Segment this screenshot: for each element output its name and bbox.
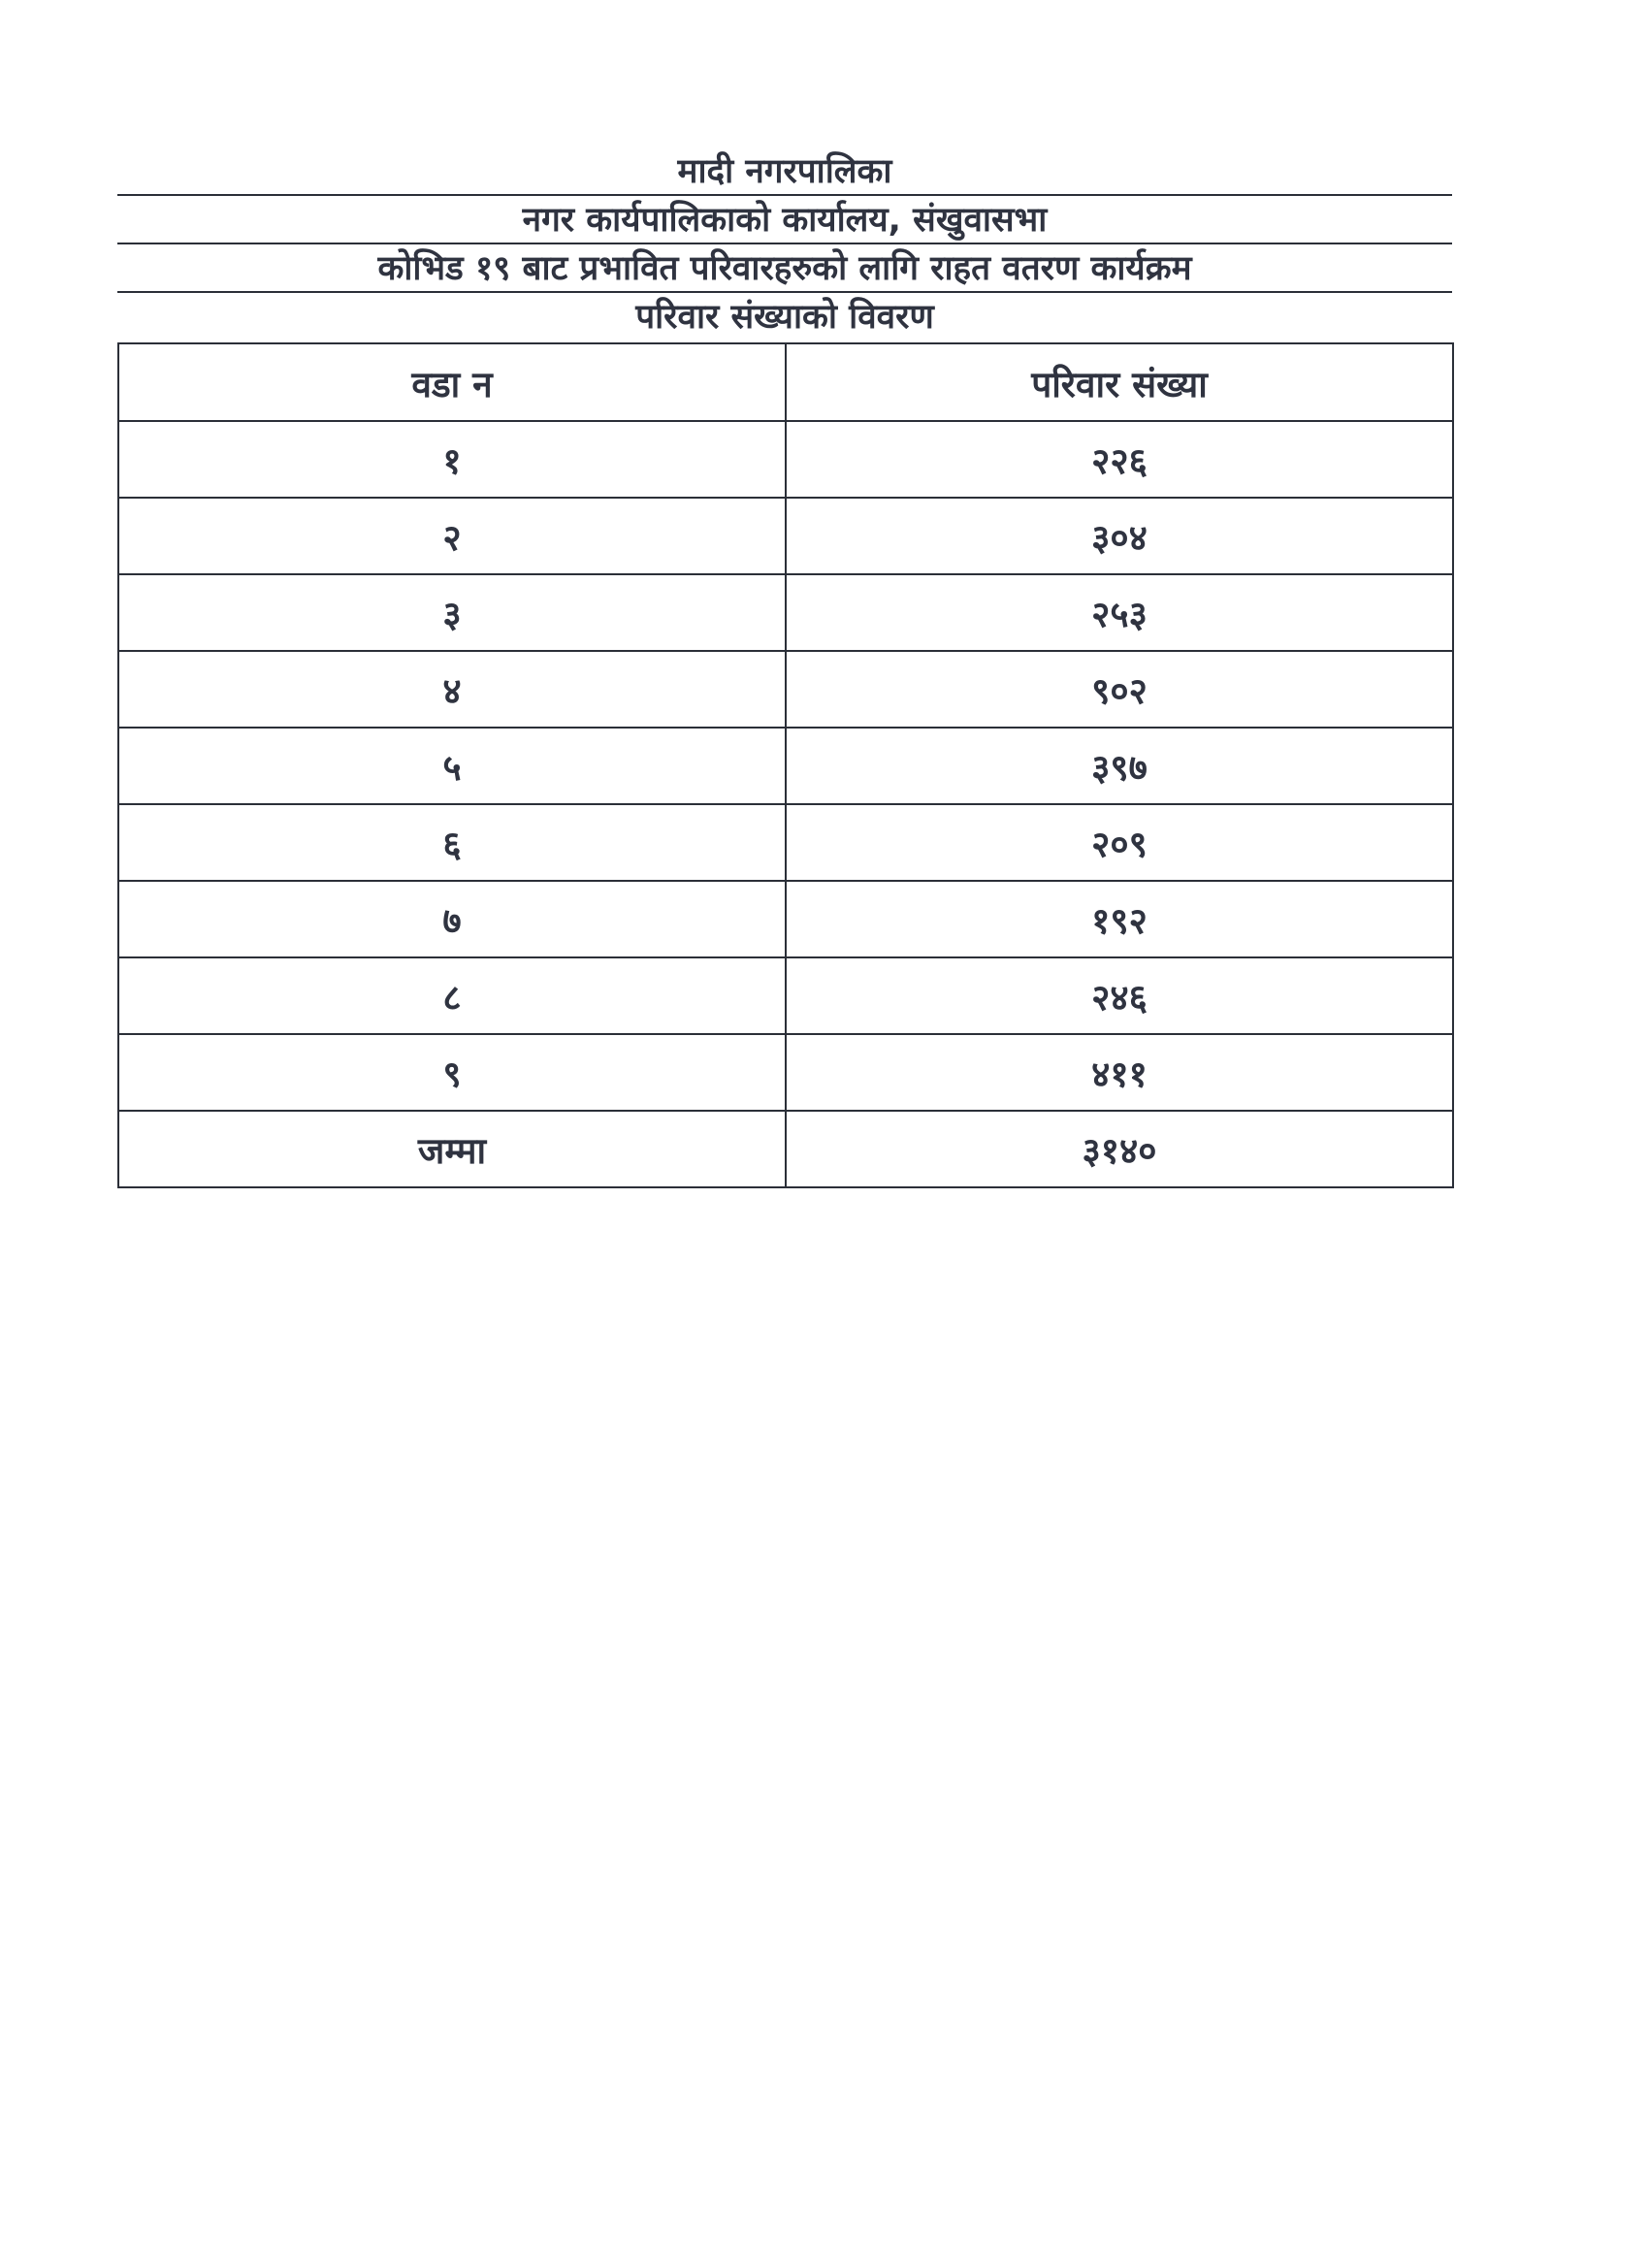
family-count-header: परिवार संख्या <box>786 343 1453 421</box>
ward-number-cell: ७ <box>118 881 786 957</box>
document-subtitle: परिवार संख्याको विवरण <box>635 298 934 337</box>
ward-number-cell: ३ <box>118 574 786 651</box>
total-family-count-cell: ३१४० <box>786 1111 1453 1187</box>
family-count-cell: २२६ <box>786 421 1453 498</box>
table-row <box>118 574 1453 651</box>
family-count-table <box>117 342 1454 1188</box>
table-row <box>118 421 1453 498</box>
document-header <box>117 147 1452 341</box>
table-row <box>118 498 1453 574</box>
family-count-cell: १९२ <box>786 881 1453 957</box>
table-row <box>118 651 1453 728</box>
family-count-cell: ३९७ <box>786 728 1453 804</box>
ward-number-cell: ५ <box>118 728 786 804</box>
family-count-cell: ४११ <box>786 1034 1453 1111</box>
ward-number-cell: २ <box>118 498 786 574</box>
table-row <box>118 804 1453 881</box>
table-row <box>118 1034 1453 1111</box>
table-row <box>118 881 1453 957</box>
ward-number-cell: ८ <box>118 957 786 1034</box>
family-count-cell: २४६ <box>786 957 1453 1034</box>
family-count-cell: ३०४ <box>786 498 1453 574</box>
ward-number-cell: ६ <box>118 804 786 881</box>
table-row <box>118 728 1453 804</box>
family-count-cell: २५३ <box>786 574 1453 651</box>
office-name: नगर कार्यपालिकाको कार्यालय, संखुवासभा <box>117 196 1452 244</box>
municipality-title: मादी नगरपालिका <box>117 147 1452 196</box>
ward-number-cell: ९ <box>118 1034 786 1111</box>
total-label-cell: जम्मा <box>118 1111 786 1187</box>
ward-number-header: वडा न <box>118 343 786 421</box>
table-header-row <box>118 343 1453 421</box>
table-row <box>118 957 1453 1034</box>
family-count-cell: ९०२ <box>786 651 1453 728</box>
program-title: कोभिड १९ बाट प्रभावित परिवारहरुको लागि राहत वतरण कार्यक्रम <box>117 244 1452 293</box>
ward-number-cell: ४ <box>118 651 786 728</box>
ward-number-cell: १ <box>118 421 786 498</box>
total-row <box>118 1111 1453 1187</box>
family-count-cell: २०९ <box>786 804 1453 881</box>
